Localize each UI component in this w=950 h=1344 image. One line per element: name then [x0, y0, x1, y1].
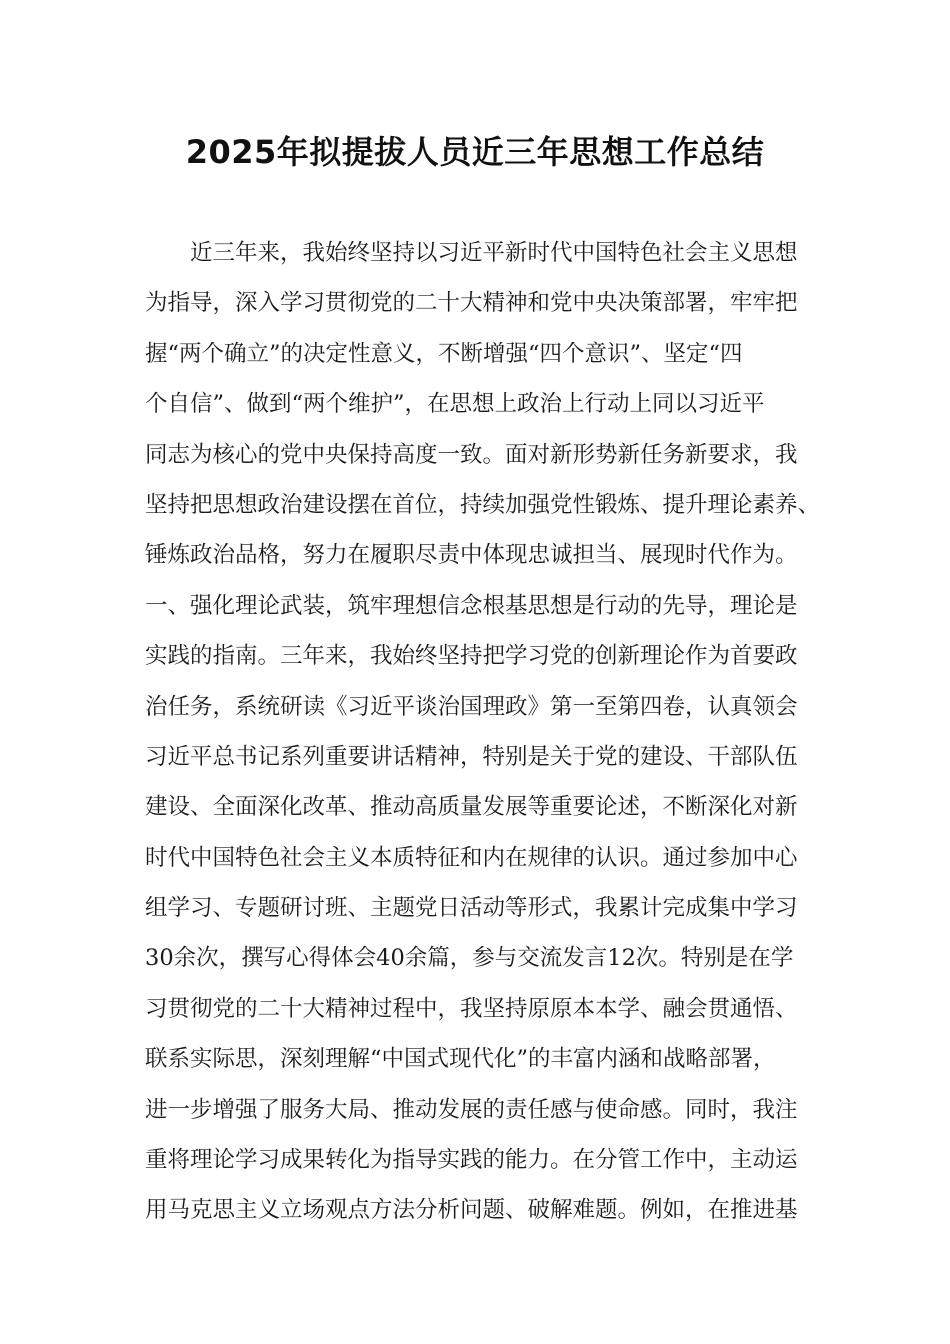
body-line: 锤炼政治品格，努力在履职尽责中体现忠诚担当、展现时代作为。 — [145, 542, 798, 569]
body-line: 坚持把思想政治建设摆在首位，持续加强党性锻炼、提升理论素养、 — [145, 491, 821, 518]
body-line: 用马克思主义立场观点方法分析问题、破解难题。例如，在推进基 — [145, 1197, 798, 1224]
section-heading-line: 一、强化理论武装，筑牢理想信念根基思想是行动的先导，理论是 — [145, 592, 798, 619]
body-line: 习近平总书记系列重要讲话精神，特别是关于党的建设、干部队伍 — [145, 743, 798, 770]
body-line: 近三年来，我始终坚持以习近平新时代中国特色社会主义思想 — [190, 240, 798, 266]
body-line: 实践的指南。三年来，我始终坚持把学习党的创新理论作为首要政 — [145, 643, 798, 670]
body-line: 进一步增强了服务大局、推动发展的责任感与使命感。同时，我注 — [145, 1096, 798, 1123]
body-line: 握“两个确立”的决定性意义，不断增强“四个意识”、坚定“四 — [145, 340, 743, 367]
body-line: 重将理论学习成果转化为指导实践的能力。在分管工作中，主动运 — [145, 1147, 798, 1174]
body-line: 联系实际思，深刻理解“中国式现代化”的丰富内涵和战略部署， — [145, 1046, 776, 1073]
body-line: 时代中国特色社会主义本质特征和内在规律的认识。通过参加中心 — [145, 844, 798, 871]
body-line: 个自信”、做到“两个维护”，在思想上政治上行动上同以习近平 — [145, 391, 765, 418]
body-line: 同志为核心的党中央保持高度一致。面对新形势新任务新要求，我 — [145, 441, 798, 468]
document-title: 2025年拟提拔人员近三年思想工作总结 — [185, 133, 765, 171]
body-line: 治任务，系统研读《习近平谈治国理政》第一至第四卷，认真领会 — [145, 693, 798, 720]
document-body — [145, 228, 825, 1236]
body-line: 习贯彻党的二十大精神过程中，我坚持原原本本学、融会贯通悟、 — [145, 995, 798, 1022]
body-line: 组学习、专题研讨班、主题党日活动等形式，我累计完成集中学习 — [145, 895, 798, 922]
body-line: 30余次，撰写心得体会40余篇，参与交流发言12次。特别是在学 — [145, 945, 794, 972]
body-line: 建设、全面深化改革、推动高质量发展等重要论述，不断深化对新 — [145, 794, 798, 821]
body-line: 为指导，深入学习贯彻党的二十大精神和党中央决策部署，牢牢把 — [145, 290, 798, 317]
